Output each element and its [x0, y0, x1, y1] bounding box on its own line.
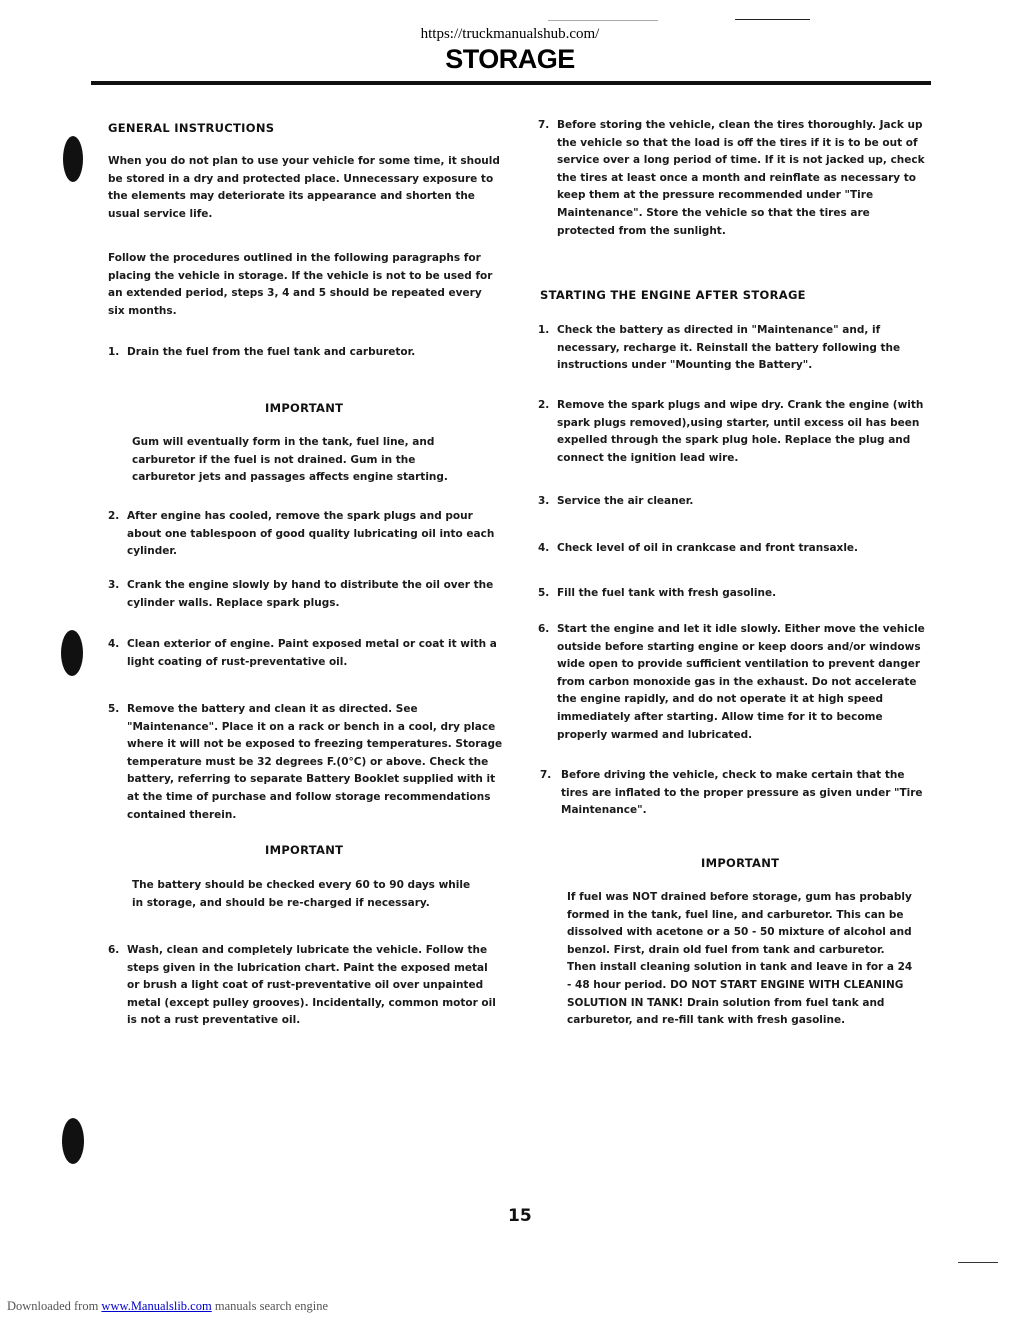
- step-number: 6.: [538, 623, 550, 635]
- step-number: 5.: [108, 703, 120, 715]
- start-step-5: [538, 585, 930, 603]
- important-heading: IMPORTANT: [265, 843, 344, 857]
- binder-hole: [62, 1118, 84, 1164]
- storage-step-1: [108, 344, 500, 362]
- step-number: 1.: [538, 324, 550, 336]
- step-number: 4.: [108, 638, 120, 650]
- storage-step-3: [108, 577, 500, 612]
- step-number: 3.: [538, 495, 550, 507]
- step-text: Before driving the vehicle, check to make certain that the tires are inflated to the proper pressure as given under "Tire Maintenance".: [561, 769, 923, 817]
- step-number: 4.: [538, 542, 550, 554]
- start-step-2: [538, 397, 930, 467]
- step-number: 3.: [108, 579, 120, 591]
- step-text: Before storing the vehicle, clean the tires thoroughly. Jack up the vehicle so that the load is off the tires if it is to be out of service over a long period of time. If it is not jacked up, check the tires at least once a month and reinflate as necessary to keep them at the pressure recommended under "Tire Maintenance". Store the vehicle so that the tires are protected from the sunlight.: [557, 119, 925, 237]
- start-step-3: [538, 493, 930, 511]
- step-text: Wash, clean and completely lubricate the vehicle. Follow the steps given in the lubrication chart. Paint the exposed metal or brush a light coat of rust-preventative oil over unpainted metal (except pulley grooves). Incidentally, common motor oil is not a rust preventative oil.: [127, 944, 496, 1027]
- footer-prefix: Downloaded from: [7, 1299, 102, 1313]
- download-footer: [7, 1299, 328, 1314]
- start-step-7: [540, 767, 934, 820]
- step-text: Remove the battery and clean it as directed. See "Maintenance". Place it on a rack or bench in a cool, dry place where it will not be exposed to freezing temperatures. Storage temperature must be 32 degrees F.(0°C) or above. Check the battery, referring to separate Battery Booklet supplied with it at the time of purchase and follow storage recommendations contained therein.: [127, 703, 503, 821]
- scan-mark: [548, 20, 658, 21]
- step-text: Service the air cleaner.: [557, 495, 694, 507]
- step-text: Crank the engine slowly by hand to distribute the oil over the cylinder walls. Replace spark plugs.: [127, 579, 494, 609]
- footer-suffix: manuals search engine: [211, 1299, 328, 1313]
- storage-step-7: [538, 117, 930, 240]
- step-number: 2.: [108, 510, 120, 522]
- general-instructions-heading: GENERAL INSTRUCTIONS: [108, 121, 275, 135]
- important-heading: IMPORTANT: [701, 856, 780, 870]
- general-paragraph-2: Follow the procedures outlined in the following paragraphs for placing the vehicle in storage. If the vehicle is not to be used for an extended period, steps 3, 4 and 5 should be repeated every six months.: [108, 252, 493, 317]
- page-number: 15: [508, 1206, 532, 1226]
- important-note-battery: The battery should be checked every 60 to 90 days while in storage, and should be re-charged if necessary.: [132, 879, 471, 909]
- starting-engine-heading: STARTING THE ENGINE AFTER STORAGE: [540, 288, 806, 302]
- start-step-1: [538, 322, 930, 375]
- step-text: Clean exterior of engine. Paint exposed metal or coat it with a light coating of rust-preventative oil.: [127, 638, 497, 668]
- start-step-4: [538, 540, 930, 558]
- step-text: Remove the spark plugs and wipe dry. Crank the engine (with spark plugs removed),using starter, until excess oil has been expelled through the spark plug hole. Replace the plug and connect the ignition lead wire.: [557, 399, 924, 464]
- general-paragraph-1: When you do not plan to use your vehicle for some time, it should be stored in a dry and protected place. Unnecessary exposure to the elements may deteriorate its appearance and shorten the usual service life.: [108, 155, 500, 220]
- binder-hole: [61, 630, 83, 676]
- important-note-gum: Gum will eventually form in the tank, fuel line, and carburetor if the fuel is not drained. Gum in the carburetor jets and passages affects engine starting.: [132, 436, 448, 484]
- step-text: Fill the fuel tank with fresh gasoline.: [557, 587, 777, 599]
- manualslib-link[interactable]: www.Manualslib.com: [101, 1299, 212, 1313]
- step-number: 5.: [538, 587, 550, 599]
- step-number: 6.: [108, 944, 120, 956]
- scan-mark: [958, 1262, 998, 1263]
- storage-step-6: [108, 942, 500, 1030]
- step-number: 1.: [108, 346, 120, 358]
- source-url: https://truckmanualshub.com/: [420, 26, 600, 42]
- step-text: After engine has cooled, remove the spark plugs and pour about one tablespoon of good quality lubricating oil into each cylinder.: [127, 510, 495, 558]
- important-note-fuel: If fuel was NOT drained before storage, gum has probably formed in the tank, fuel line, and carburetor. This can be dissolved with acetone or a 50 - 50 mixture of alcohol and benzol. First, drain old fuel from tank and carburetor. Then install cleaning solution in tank and leave in for a 24 - 48 hour period. DO NOT START ENGINE WITH CLEANING SOLUTION IN TANK! Drain solution from fuel tank and carburetor, and re-fill tank with fresh gasoline.: [567, 891, 913, 1027]
- page-title: STORAGE: [445, 44, 575, 74]
- scan-mark: [735, 19, 810, 20]
- step-text: Drain the fuel from the fuel tank and carburetor.: [127, 346, 416, 358]
- step-text: Start the engine and let it idle slowly. Either move the vehicle outside before starting engine or keep doors and/or windows wide open to provide sufficient ventilation to prevent danger from carbon monoxide gas in the exhaust. Do not accelerate the engine rapidly, and do not operate it at high speed immediately after starting. Allow time for it to become properly warmed and lubricated.: [557, 623, 925, 741]
- step-text: Check the battery as directed in "Maintenance" and, if necessary, recharge it. Reinstall the battery following the instructions under "Mounting the Battery".: [557, 324, 901, 372]
- step-number: 7.: [538, 119, 550, 131]
- step-number: 7.: [540, 769, 552, 781]
- step-text: Check level of oil in crankcase and front transaxle.: [557, 542, 859, 554]
- step-number: 2.: [538, 399, 550, 411]
- storage-step-2: [108, 508, 500, 561]
- storage-step-5: [108, 701, 504, 824]
- important-heading: IMPORTANT: [265, 401, 344, 415]
- start-step-6: [538, 621, 930, 744]
- storage-step-4: [108, 636, 500, 671]
- title-rule: [91, 81, 931, 85]
- binder-hole: [63, 136, 83, 182]
